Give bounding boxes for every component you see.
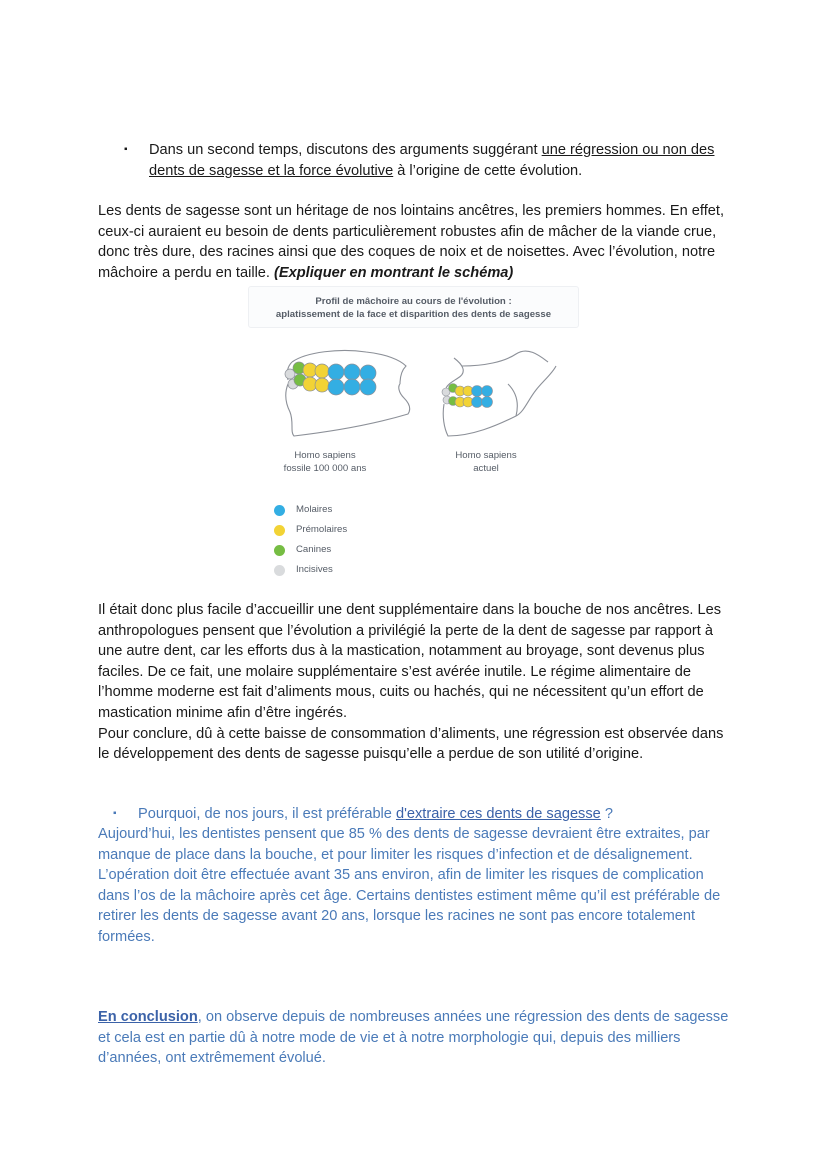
legend-dot-icon <box>274 565 285 576</box>
legend-dot-icon <box>274 545 285 556</box>
conclusion-text: , on observe depuis de nombreuses années une régression des dents de sagesse et cela est en partie dû à notre mode de vie et à notre morphologie qui, depuis des milliers d’années, ont extrêmement évolué. <box>98 1009 729 1067</box>
fossil-molar <box>328 364 344 380</box>
bullet-section-1 <box>124 140 724 181</box>
fossil-teeth <box>285 362 376 395</box>
figure-title-box <box>248 286 579 328</box>
fossil-molar <box>360 379 376 395</box>
bullet-section-2 <box>113 804 733 825</box>
modern-jaw-ramus <box>508 384 517 416</box>
fossil-molar <box>344 379 360 395</box>
fossil-premolar <box>315 364 329 378</box>
legend-dot-icon <box>274 525 285 536</box>
figure-title-line-2: aplatissement de la face et disparition des dents de sagesse <box>275 309 552 320</box>
legend-label: Molaires <box>296 504 333 515</box>
legend-label: Canines <box>296 544 332 555</box>
paragraph-final-conclusion <box>98 1007 733 1069</box>
modern-molar <box>472 386 483 397</box>
question-outro: ? <box>600 806 613 822</box>
paragraph-heritage-note: (Expliquer en montrant le schéma) <box>274 264 514 281</box>
jaw-evolution-figure <box>248 286 579 586</box>
modern-teeth <box>442 384 493 408</box>
paragraph-heritage-text: Les dents de sagesse sont un héritage de nos lointains ancêtres, les premiers hommes. En effet, ceux-ci auraient eu besoin de dents particulièrement robustes afin de mâcher de la viande crue, donc très dure, des racines ainsi que des coques de noix et de noisettes. Avec l’évolution, notre mâchoire a perdu en taille. <box>98 203 724 281</box>
fossil-molar <box>328 379 344 395</box>
caption-fossil <box>260 449 390 475</box>
question-link[interactable]: d'extraire ces dents de sagesse <box>395 806 601 822</box>
paragraph-conclusion-text: Pour conclure, dû à cette baisse de consommation d’aliments, une régression est observée dans le développement des dents de sagesse puisqu’elle a perdue de son utilité d’origine. <box>98 725 724 763</box>
modern-molar <box>482 397 493 408</box>
caption-modern-line-1: Homo sapiens <box>455 450 517 461</box>
bullet-square-icon: ▪ <box>113 808 117 819</box>
paragraph-extraction-text: Aujourd’hui, les dentistes pensent que 85 % des dents de sagesse devraient être extraites, par manque de place dans la bouche, et pour limiter les risques d’infection et de désalignement. L’opération doit être effectuée avant 35 ans environ, afin de limiter les risques de complication dans l’os de la mâchoire après cet âge. Certains dentistes estiment même qu’il est préférable de retirer les dents de sagesse avant 20 ans, lorsque les racines ne sont pas encore totalement formées. <box>98 826 721 945</box>
bullet-intro: Dans un second temps, discutons des arguments suggérant <box>149 142 542 158</box>
paragraph-heritage <box>98 201 733 283</box>
bullet-outro: à l’origine de cette évolution. <box>393 162 583 179</box>
caption-fossil-line-2: fossile 100 000 ans <box>283 463 367 474</box>
legend-dot-icon <box>274 505 285 516</box>
bullet-underlined-topic: une régression ou non des dents de sagesse et la force évolutive <box>149 142 715 179</box>
paragraph-extraction <box>98 824 733 948</box>
paragraph-evolution-text: Il était donc plus facile d’accueillir une dent supplémentaire dans la bouche de nos ancêtres. Les anthropologues pensent que l’évolution a privilégié la perte de la dent de sagesse par rapport à une autre dent, car les efforts dus à la mastication, notamment au broyage, sont devenus plus faciles. De ce fait, une molaire supplémentaire s’est avérée inutile. Le régime alimentaire de l’homme moderne est fait d’aliments mous, cuits ou hachés, qui ne nécessitent qu’un effort de mastication minime afin d’être ingérés. <box>98 602 722 721</box>
conclusion-label: En conclusion <box>98 1009 198 1025</box>
question-intro: Pourquoi, de nos jours, il est préférable <box>138 806 396 822</box>
paragraph-evolution <box>98 600 733 765</box>
modern-molar <box>482 386 493 397</box>
figure-title-line-1: Profil de mâchoire au cours de l'évolution : <box>315 296 512 307</box>
modern-molar <box>472 397 483 408</box>
modern-jaw-upper-outline <box>462 351 548 366</box>
fossil-molar <box>344 364 360 380</box>
fossil-molar <box>360 365 376 381</box>
caption-fossil-line-1: Homo sapiens <box>294 450 356 461</box>
caption-modern-line-2: actuel <box>473 463 499 474</box>
bullet-square-icon: ▪ <box>124 144 128 155</box>
caption-modern <box>436 449 536 475</box>
jaw-drawings <box>248 340 579 500</box>
legend-label: Prémolaires <box>296 524 348 535</box>
fossil-premolar <box>315 378 329 392</box>
legend-label: Incisives <box>296 564 333 575</box>
